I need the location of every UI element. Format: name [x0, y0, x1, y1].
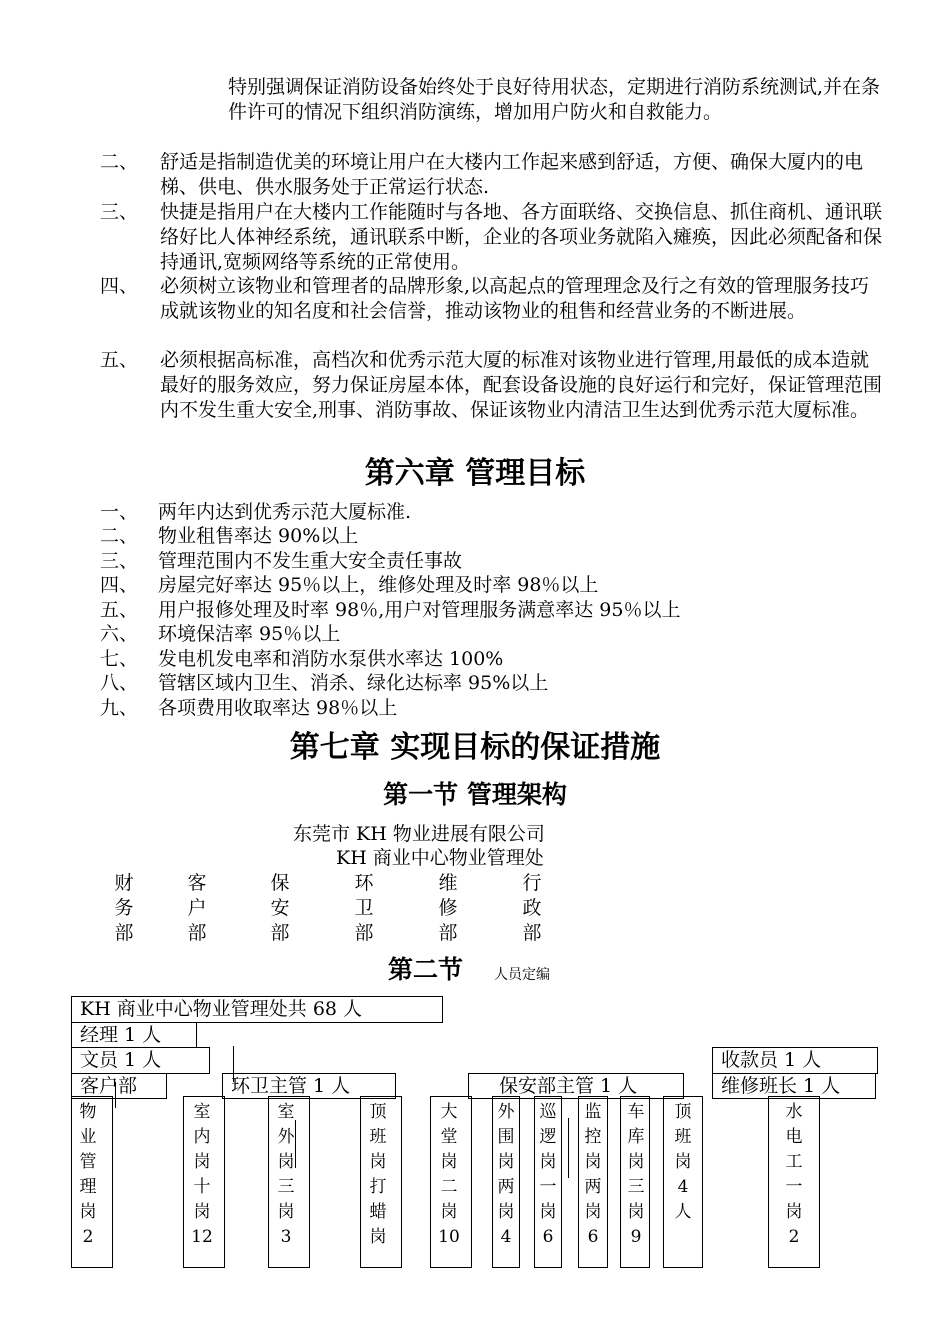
org-manager-box: 经理 1 人: [71, 1022, 197, 1048]
goal-number: 二、: [100, 525, 139, 547]
intro-item-number: 二、: [100, 151, 139, 173]
department-finance: 财务部: [114, 872, 134, 944]
goal-number: 八、: [100, 672, 139, 694]
department-customer: 客户部: [187, 872, 207, 944]
post-label: 监控岗两岗6: [584, 1102, 602, 1247]
org-total-box: KH 商业中心物业管理处共 68 人: [71, 996, 443, 1023]
goal-text: 用户报修处理及时率 98％,用户对管理服务满意率达 95％以上: [158, 599, 681, 621]
post-label: 大堂岗二岗10: [438, 1102, 460, 1247]
goal-number: 五、: [100, 599, 139, 621]
goal-item: [100, 549, 462, 574]
intro-continued-paragraph: 特别强调保证消防设备始终处于良好待用状态，定期进行消防系统测试,并在条件许可的情况下组织消防演练，增加用户防火和自救能力。: [228, 76, 881, 123]
goal-item: [100, 647, 503, 672]
goal-text: 管理范围内不发生重大安全责任事故: [158, 550, 463, 572]
post-label: 顶班岗4人: [674, 1102, 692, 1222]
org-repair-head-box: 维修班长 1 人: [712, 1073, 876, 1099]
connector-line: [233, 1046, 234, 1082]
org-security-head-box: 保安部主管 1 人: [468, 1073, 684, 1099]
goal-number: 三、: [100, 550, 139, 572]
intro-item-number: 五、: [100, 349, 139, 371]
connector-line: [568, 1118, 569, 1178]
connector-line: [115, 1082, 116, 1108]
goal-item: [100, 696, 397, 721]
intro-item-text: 必须树立该物业和管理者的品牌形象,以高起点的管理理念及行之有效的管理服务技巧成就该物业的知名度和社会信誉，推动该物业的租售和经营业务的不断进展。: [160, 275, 870, 322]
goal-number: 七、: [100, 648, 139, 670]
goal-item: [100, 671, 548, 696]
org-clerk-box: 文员 1 人: [71, 1047, 210, 1074]
goal-item: [100, 500, 411, 525]
department-security: 保安部: [270, 872, 290, 944]
department-maintenance: 维修部: [438, 872, 458, 944]
chapter7-title: 第七章 实现目标的保证措施: [289, 730, 661, 765]
section1-title: 第一节 管理架构: [383, 780, 567, 809]
goal-item: [100, 524, 358, 549]
goal-text: 物业租售率达 90%以上: [158, 525, 359, 547]
post-label: 巡逻岗一岗6: [539, 1102, 557, 1247]
org-cashier-box: 收款员 1 人: [712, 1047, 878, 1074]
company-name: 东莞市 KH 物业进展有限公司: [293, 823, 545, 845]
post-label: 室内岗十岗12: [191, 1102, 213, 1247]
post-label: 室外岗三岗3: [277, 1102, 295, 1247]
goal-text: 环境保洁率 95％以上: [158, 623, 341, 645]
section2-title: 第二节: [388, 955, 464, 984]
goal-item: [100, 622, 340, 647]
post-label: 车库岗三岗9: [627, 1102, 645, 1247]
office-name: KH 商业中心物业管理处: [336, 847, 544, 869]
goal-number: 一、: [100, 501, 139, 523]
intro-item-number: 三、: [100, 201, 139, 223]
org-sanitation-head-box: 环卫主管 1 人: [222, 1073, 396, 1099]
goal-text: 房屋完好率达 95％以上，维修处理及时率 98％以上: [158, 574, 599, 596]
department-admin: 行政部: [522, 872, 542, 944]
goal-item: [100, 573, 598, 598]
intro-item-number: 四、: [100, 275, 139, 297]
post-label: 外围岗两岗4: [497, 1102, 515, 1247]
chapter6-title: 第六章 管理目标: [364, 456, 586, 491]
org-customer-dept-box: 客户部: [71, 1073, 167, 1099]
goal-text: 两年内达到优秀示范大厦标准.: [158, 501, 412, 523]
goal-number: 九、: [100, 697, 139, 719]
post-label: 水电工一岗2: [785, 1102, 803, 1247]
department-sanitation: 环卫部: [354, 872, 374, 944]
post-label: 物业管理岗2: [79, 1102, 97, 1247]
section2-subtitle: 人员定编: [494, 967, 550, 983]
goal-text: 各项费用收取率达 98％以上: [158, 697, 398, 719]
goal-text: 发电机发电率和消防水泵供水率达 100%: [158, 648, 504, 670]
goal-number: 四、: [100, 574, 139, 596]
intro-item-text: 必须根据高标准，高档次和优秀示范大厦的标准对该物业进行管理,用最低的成本造就最好的服务效应，努力保证房屋本体，配套设备设施的良好运行和完好，保证管理范围内不发生重大安全,刑事、消防事故、保证该物业内清洁卫生达到优秀示范大厦标准。: [160, 349, 883, 421]
post-label: 顶班岗打蜡岗: [369, 1102, 387, 1247]
goal-number: 六、: [100, 623, 139, 645]
intro-item-text: 舒适是指制造优美的环境让用户在大楼内工作起来感到舒适，方便、确保大厦内的电梯、供电、供水服务处于正常运行状态.: [160, 151, 864, 198]
goal-text: 管辖区域内卫生、消杀、绿化达标率 95%以上: [158, 672, 549, 694]
intro-item-text: 快捷是指用户在大楼内工作能随时与各地、各方面联络、交换信息、抓住商机、通讯联络好比人体神经系统，通讯联系中断，企业的各项业务就陷入瘫痪，因此必须配备和保持通讯,宽频网络等系统的正常使用。: [160, 201, 883, 273]
goal-item: [100, 598, 680, 623]
